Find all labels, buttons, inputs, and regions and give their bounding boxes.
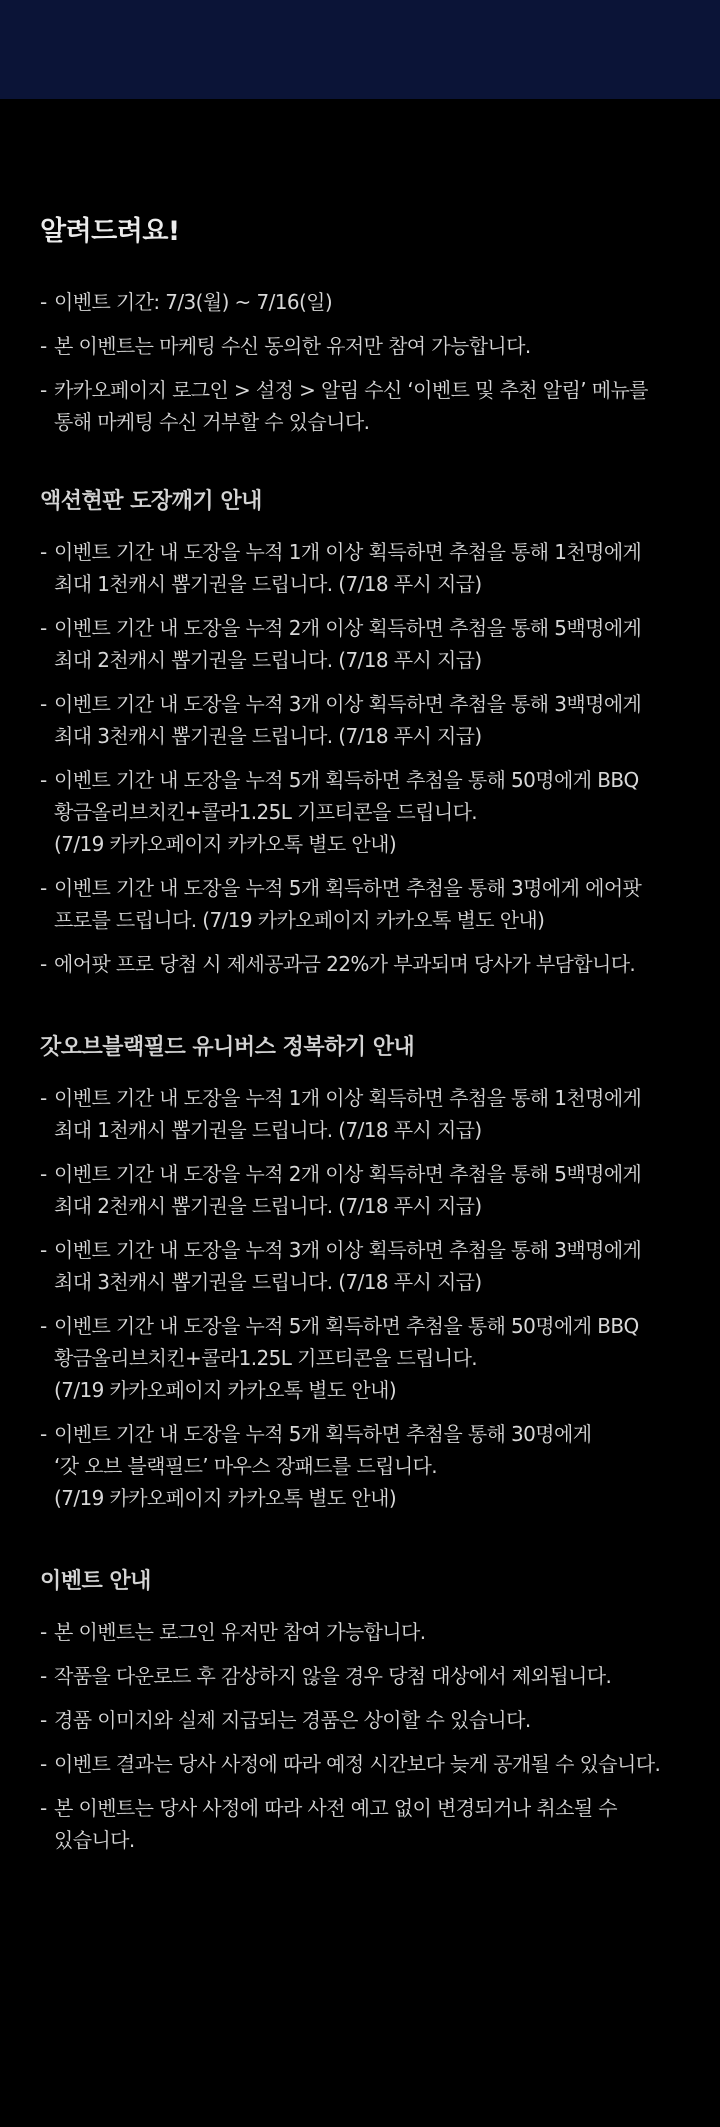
list-item xyxy=(40,1418,680,1514)
list-item-text: 이벤트 기간 내 도장을 누적 3개 이상 획득하면 추첨을 통해 3백명에게 최대 3천캐시 뽑기권을 드립니다. (7/18 푸시 지급) xyxy=(54,692,642,748)
god-of-blackfield-list xyxy=(40,1082,680,1514)
bullet-dash: - xyxy=(40,1620,47,1644)
list-item xyxy=(40,286,680,318)
list-item-text: 이벤트 기간 내 도장을 누적 1개 이상 획득하면 추첨을 통해 1천명에게 최대 1천캐시 뽑기권을 드립니다. (7/18 푸시 지급) xyxy=(54,1086,642,1142)
notice-content xyxy=(40,212,680,1868)
list-item-text: 이벤트 기간 내 도장을 누적 5개 획득하면 추첨을 통해 3명에게 에어팟 프로를 드립니다. (7/19 카카오페이지 카카오톡 별도 안내) xyxy=(54,876,642,932)
section-title-action-stamp: 액션현판 도장깨기 안내 xyxy=(40,489,262,514)
list-item-text: 본 이벤트는 당사 사정에 따라 사전 예고 없이 변경되거나 취소될 수 있습니다. xyxy=(54,1796,618,1852)
bullet-dash: - xyxy=(40,768,47,792)
bullet-dash: - xyxy=(40,378,47,402)
bullet-dash: - xyxy=(40,692,47,716)
bullet-dash: - xyxy=(40,1238,47,1262)
list-item-text: 에어팟 프로 당첨 시 제세공과금 22%가 부과되며 당사가 부담합니다. xyxy=(54,952,636,976)
bullet-dash: - xyxy=(40,876,47,900)
page-title: 알려드려요! xyxy=(40,216,180,247)
header-banner xyxy=(0,0,720,99)
bullet-dash: - xyxy=(40,1796,47,1820)
bullet-dash: - xyxy=(40,540,47,564)
bullet-dash: - xyxy=(40,1162,47,1186)
bullet-dash: - xyxy=(40,334,47,358)
list-item-text: 이벤트 기간 내 도장을 누적 5개 획득하면 추첨을 통해 50명에게 BBQ 황금올리브치킨+콜라1.25L 기프티콘을 드립니다. (7/19 카카오페이지 카카오톡 별도 안내) xyxy=(54,768,639,856)
list-item xyxy=(40,948,680,980)
list-item xyxy=(40,764,680,860)
bullet-dash: - xyxy=(40,1086,47,1110)
list-item-text: 이벤트 기간 내 도장을 누적 1개 이상 획득하면 추첨을 통해 1천명에게 최대 1천캐시 뽑기권을 드립니다. (7/18 푸시 지급) xyxy=(54,540,642,596)
list-item-text: 카카오페이지 로그인 > 설정 > 알림 수신 ‘이벤트 및 추천 알림’ 메뉴를 통해 마케팅 수신 거부할 수 있습니다. xyxy=(54,378,648,434)
list-item xyxy=(40,1310,680,1406)
list-item xyxy=(40,1082,680,1146)
intro-list xyxy=(40,286,680,438)
list-item xyxy=(40,1234,680,1298)
list-item xyxy=(40,536,680,600)
list-item xyxy=(40,1704,680,1736)
section-title-event-info: 이벤트 안내 xyxy=(40,1569,151,1594)
list-item-text: 본 이벤트는 마케팅 수신 동의한 유저만 참여 가능합니다. xyxy=(54,334,531,358)
list-item xyxy=(40,1660,680,1692)
list-item-text: 이벤트 기간 내 도장을 누적 3개 이상 획득하면 추첨을 통해 3백명에게 최대 3천캐시 뽑기권을 드립니다. (7/18 푸시 지급) xyxy=(54,1238,642,1294)
list-item-text: 이벤트 기간: 7/3(월) ~ 7/16(일) xyxy=(54,290,333,314)
list-item-text: 경품 이미지와 실제 지급되는 경품은 상이할 수 있습니다. xyxy=(54,1708,531,1732)
bullet-dash: - xyxy=(40,1708,47,1732)
list-item xyxy=(40,1792,680,1856)
list-item-text: 이벤트 결과는 당사 사정에 따라 예정 시간보다 늦게 공개될 수 있습니다. xyxy=(54,1752,661,1776)
event-info-list xyxy=(40,1616,680,1856)
bullet-dash: - xyxy=(40,1314,47,1338)
list-item-text: 작품을 다운로드 후 감상하지 않을 경우 당첨 대상에서 제외됩니다. xyxy=(54,1664,612,1688)
list-item xyxy=(40,330,680,362)
action-stamp-list xyxy=(40,536,680,980)
bullet-dash: - xyxy=(40,1422,47,1446)
list-item-text: 본 이벤트는 로그인 유저만 참여 가능합니다. xyxy=(54,1620,426,1644)
list-item-text: 이벤트 기간 내 도장을 누적 5개 획득하면 추첨을 통해 50명에게 BBQ 황금올리브치킨+콜라1.25L 기프티콘을 드립니다. (7/19 카카오페이지 카카오톡 별도 안내) xyxy=(54,1314,639,1402)
list-item xyxy=(40,1748,680,1780)
list-item xyxy=(40,374,680,438)
list-item-text: 이벤트 기간 내 도장을 누적 2개 이상 획득하면 추첨을 통해 5백명에게 최대 2천캐시 뽑기권을 드립니다. (7/18 푸시 지급) xyxy=(54,616,642,672)
bullet-dash: - xyxy=(40,290,47,314)
list-item-text: 이벤트 기간 내 도장을 누적 5개 획득하면 추첨을 통해 30명에게 ‘갓 오브 블랙필드’ 마우스 장패드를 드립니다. (7/19 카카오페이지 카카오톡 별도 안내) xyxy=(54,1422,592,1510)
list-item xyxy=(40,1616,680,1648)
section-title-god-of-blackfield: 갓오브블랙필드 유니버스 정복하기 안내 xyxy=(40,1035,415,1060)
list-item xyxy=(40,688,680,752)
bullet-dash: - xyxy=(40,1752,47,1776)
list-item-text: 이벤트 기간 내 도장을 누적 2개 이상 획득하면 추첨을 통해 5백명에게 최대 2천캐시 뽑기권을 드립니다. (7/18 푸시 지급) xyxy=(54,1162,642,1218)
bullet-dash: - xyxy=(40,616,47,640)
list-item xyxy=(40,1158,680,1222)
bullet-dash: - xyxy=(40,1664,47,1688)
bullet-dash: - xyxy=(40,952,47,976)
list-item xyxy=(40,872,680,936)
list-item xyxy=(40,612,680,676)
